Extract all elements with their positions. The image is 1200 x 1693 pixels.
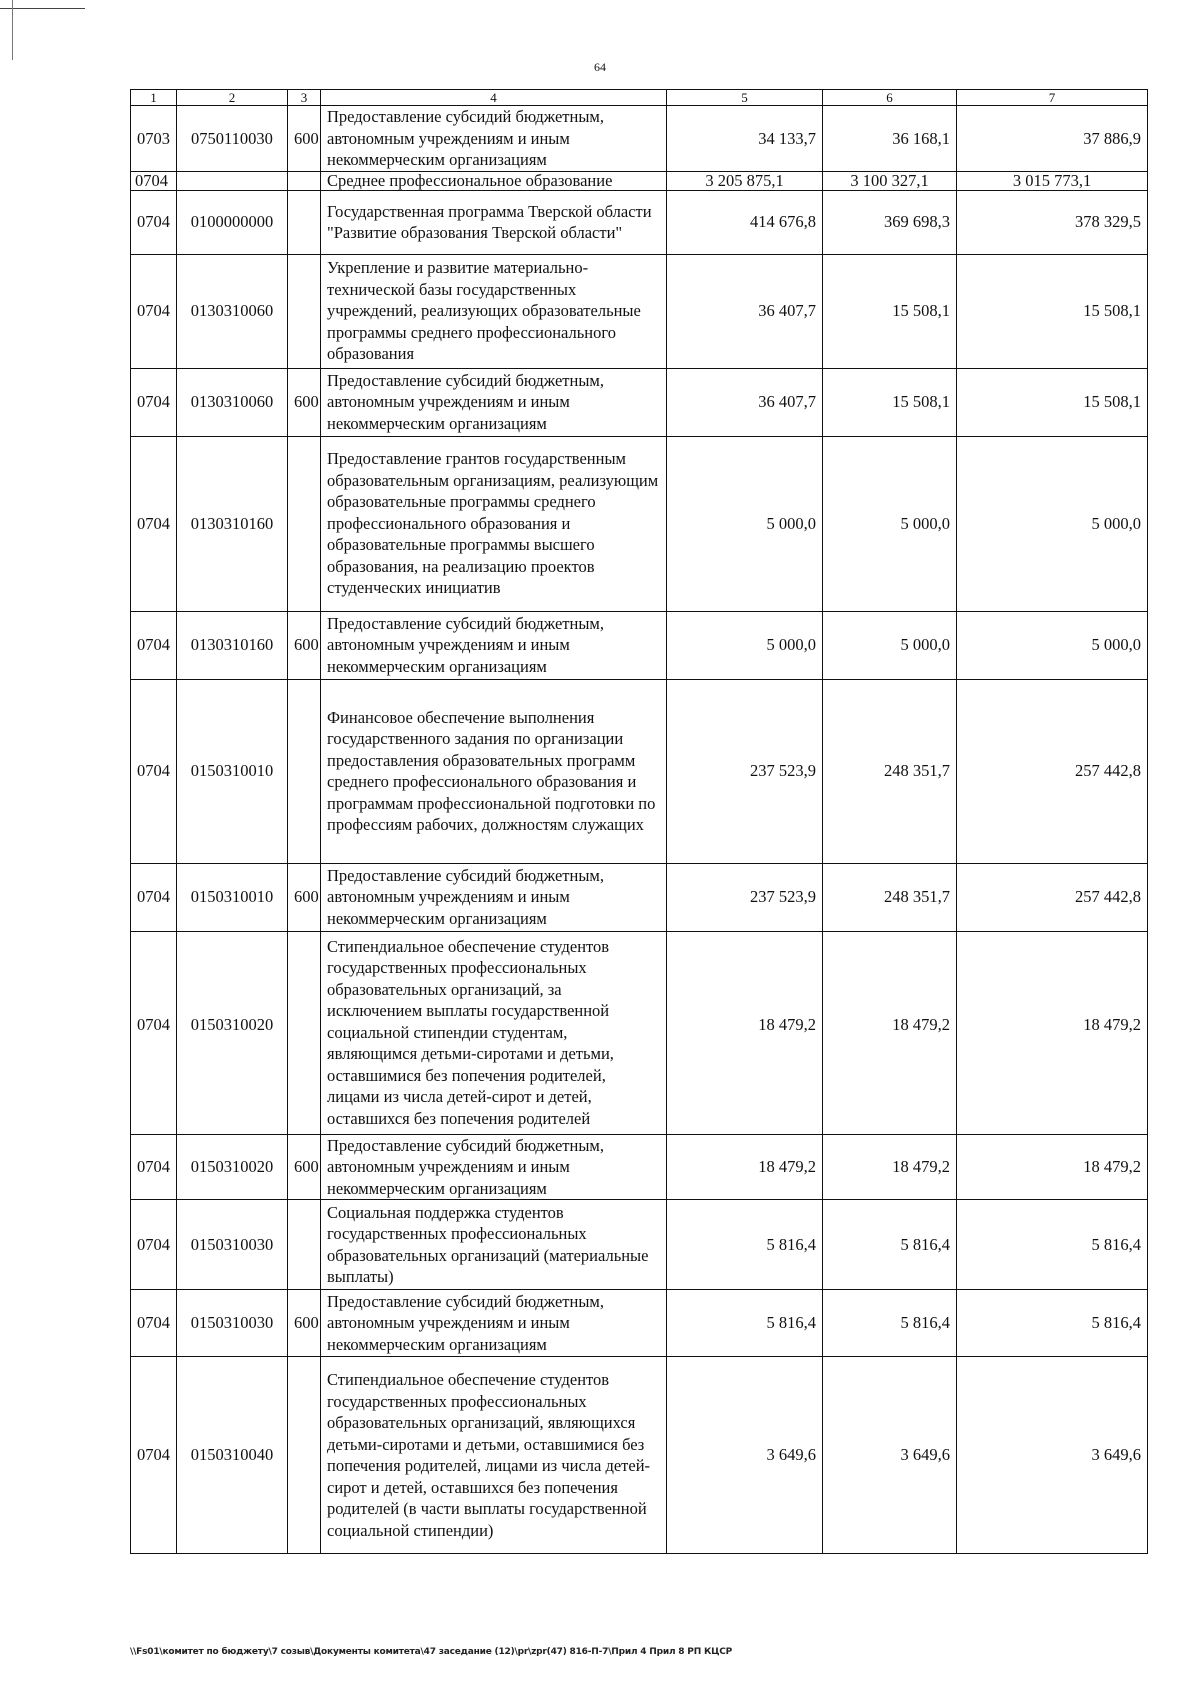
table-row (131, 436, 1148, 611)
table-row (131, 1290, 1148, 1357)
amount-col7: 378 329,5 (957, 190, 1148, 254)
col-header-3: 3 (288, 90, 321, 106)
scan-edge-line (12, 0, 13, 60)
amount-col5: 3 649,6 (667, 1357, 823, 1554)
row-name: Предоставление субсидий бюджетным, автономным учреждениям и иным некоммерческим организациям (321, 863, 667, 931)
row-name: Предоставление грантов государственным образовательным организациям, реализующим образовательные программы среднего профессионального образования и образовательные программы высшего образования, на реализацию проектов студенческих инициатив (321, 436, 667, 611)
target-article-code: 0150310020 (177, 931, 288, 1134)
table-row (131, 106, 1148, 172)
section-code: 0704 (131, 1357, 177, 1554)
table-row (131, 611, 1148, 679)
amount-col5: 5 816,4 (667, 1290, 823, 1357)
amount-col6: 5 816,4 (823, 1290, 957, 1357)
amount-col5: 36 407,7 (667, 254, 823, 368)
target-article-code: 0130310060 (177, 254, 288, 368)
amount-col7: 3 649,6 (957, 1357, 1148, 1554)
target-article-code: 0150310020 (177, 1134, 288, 1200)
expense-type-code: 600 (288, 1134, 321, 1200)
section-code: 0704 (131, 254, 177, 368)
expense-type-code (288, 254, 321, 368)
table-row (131, 254, 1148, 368)
expense-type-code: 600 (288, 368, 321, 436)
row-name: Предоставление субсидий бюджетным, автономным учреждениям и иным некоммерческим организациям (321, 611, 667, 679)
col-header-5: 5 (667, 90, 823, 106)
section-code: 0704 (131, 679, 177, 863)
amount-col5: 5 000,0 (667, 436, 823, 611)
amount-col7: 15 508,1 (957, 368, 1148, 436)
col-header-2: 2 (177, 90, 288, 106)
table-row (131, 1134, 1148, 1200)
row-name: Предоставление субсидий бюджетным, автономным учреждениям и иным некоммерческим организациям (321, 368, 667, 436)
amount-col6: 18 479,2 (823, 1134, 957, 1200)
section-code: 0704 (131, 931, 177, 1134)
expense-type-code (288, 190, 321, 254)
amount-col6: 248 351,7 (823, 679, 957, 863)
row-name: Социальная поддержка студентов государственных профессиональных образовательных организаций (материальные выплаты) (321, 1200, 667, 1290)
expense-type-code (288, 931, 321, 1134)
amount-col6: 248 351,7 (823, 863, 957, 931)
target-article-code: 0150310010 (177, 863, 288, 931)
expense-type-code: 600 (288, 1290, 321, 1357)
target-article-code (177, 171, 288, 190)
row-name: Стипендиальное обеспечение студентов государственных профессиональных образовательных организаций, за исключением выплаты государственной социальной стипендии студентам, являющимся детьми-сиротами и детьми, оставшимися без попечения родителей, лицами из числа детей-сирот и детей, оставшихся без попечения родителей (321, 931, 667, 1134)
amount-col6: 5 816,4 (823, 1200, 957, 1290)
col-header-7: 7 (957, 90, 1148, 106)
amount-col7: 257 442,8 (957, 863, 1148, 931)
table-row (131, 931, 1148, 1134)
amount-col6: 18 479,2 (823, 931, 957, 1134)
page-number: 64 (594, 60, 606, 74)
row-name: Укрепление и развитие материально-технической базы государственных учреждений, реализующих образовательные программы среднего профессионального образования (321, 254, 667, 368)
amount-col5: 5 816,4 (667, 1200, 823, 1290)
amount-col7: 5 816,4 (957, 1200, 1148, 1290)
amount-col5: 34 133,7 (667, 106, 823, 172)
amount-col7: 5 000,0 (957, 436, 1148, 611)
expense-type-code (288, 436, 321, 611)
section-code: 0704 (131, 611, 177, 679)
expense-type-code (288, 171, 321, 190)
expense-type-code (288, 1357, 321, 1554)
table-row (131, 679, 1148, 863)
table-row (131, 863, 1148, 931)
amount-col5: 237 523,9 (667, 679, 823, 863)
amount-col7: 257 442,8 (957, 679, 1148, 863)
target-article-code: 0150310040 (177, 1357, 288, 1554)
col-header-1: 1 (131, 90, 177, 106)
amount-col6: 15 508,1 (823, 254, 957, 368)
amount-col7: 5 000,0 (957, 611, 1148, 679)
expense-type-code: 600 (288, 106, 321, 172)
row-name: Предоставление субсидий бюджетным, автономным учреждениям и иным некоммерческим организациям (321, 1134, 667, 1200)
file-path-footer: \\Fs01\комитет по бюджету\7 созыв\Документы комитета\47 заседание (12)\pr\zpr(47) 816-П-7\Прил 4 Прил 8 РП КЦСР (130, 1647, 733, 1657)
section-code: 0704 (131, 190, 177, 254)
section-code: 0704 (131, 1290, 177, 1357)
section-code: 0704 (131, 171, 177, 190)
section-code: 0704 (131, 1134, 177, 1200)
amount-col7: 18 479,2 (957, 1134, 1148, 1200)
amount-col6: 5 000,0 (823, 611, 957, 679)
amount-col6: 369 698,3 (823, 190, 957, 254)
expense-type-code (288, 679, 321, 863)
amount-col5: 237 523,9 (667, 863, 823, 931)
table-row (131, 1200, 1148, 1290)
target-article-code: 0100000000 (177, 190, 288, 254)
section-code: 0704 (131, 863, 177, 931)
target-article-code: 0130310060 (177, 368, 288, 436)
column-number-row (131, 90, 1148, 106)
target-article-code: 0750110030 (177, 106, 288, 172)
amount-col7: 3 015 773,1 (957, 171, 1148, 190)
amount-col5: 36 407,7 (667, 368, 823, 436)
row-name: Стипендиальное обеспечение студентов государственных профессиональных образовательных организаций, являющихся детьми-сиротами и детьми, оставшимися без попечения родителей, лицами из числа детей-сирот и детей, оставшихся без попечения родителей (в части выплаты государственной социальной стипендии) (321, 1357, 667, 1554)
amount-col5: 18 479,2 (667, 931, 823, 1134)
target-article-code: 0150310030 (177, 1200, 288, 1290)
row-name: Государственная программа Тверской области "Развитие образования Тверской области" (321, 190, 667, 254)
table-row-total (131, 171, 1148, 190)
amount-col6: 5 000,0 (823, 436, 957, 611)
section-code: 0703 (131, 106, 177, 172)
table-row (131, 190, 1148, 254)
amount-col6: 3 649,6 (823, 1357, 957, 1554)
amount-col7: 18 479,2 (957, 931, 1148, 1134)
row-name: Финансовое обеспечение выполнения государственного задания по организации предоставления образовательных программ среднего профессионального образования и программам профессиональной подготовки по профессиям рабочих, должностям служащих (321, 679, 667, 863)
section-code: 0704 (131, 368, 177, 436)
budget-table (130, 89, 1148, 1554)
amount-col5: 18 479,2 (667, 1134, 823, 1200)
table-row (131, 1357, 1148, 1554)
amount-col6: 3 100 327,1 (823, 171, 957, 190)
expense-type-code: 600 (288, 863, 321, 931)
target-article-code: 0130310160 (177, 611, 288, 679)
amount-col7: 15 508,1 (957, 254, 1148, 368)
expense-type-code (288, 1200, 321, 1290)
amount-col5: 414 676,8 (667, 190, 823, 254)
target-article-code: 0150310010 (177, 679, 288, 863)
col-header-4: 4 (321, 90, 667, 106)
row-name: Предоставление субсидий бюджетным, автономным учреждениям и иным некоммерческим организациям (321, 1290, 667, 1357)
target-article-code: 0130310160 (177, 436, 288, 611)
col-header-6: 6 (823, 90, 957, 106)
amount-col7: 37 886,9 (957, 106, 1148, 172)
amount-col5: 3 205 875,1 (667, 171, 823, 190)
section-code: 0704 (131, 436, 177, 611)
row-name: Среднее профессиональное образование (321, 171, 667, 190)
row-name: Предоставление субсидий бюджетным, автономным учреждениям и иным некоммерческим организациям (321, 106, 667, 172)
section-code: 0704 (131, 1200, 177, 1290)
amount-col5: 5 000,0 (667, 611, 823, 679)
amount-col7: 5 816,4 (957, 1290, 1148, 1357)
amount-col6: 15 508,1 (823, 368, 957, 436)
expense-type-code: 600 (288, 611, 321, 679)
amount-col6: 36 168,1 (823, 106, 957, 172)
target-article-code: 0150310030 (177, 1290, 288, 1357)
table-row (131, 368, 1148, 436)
